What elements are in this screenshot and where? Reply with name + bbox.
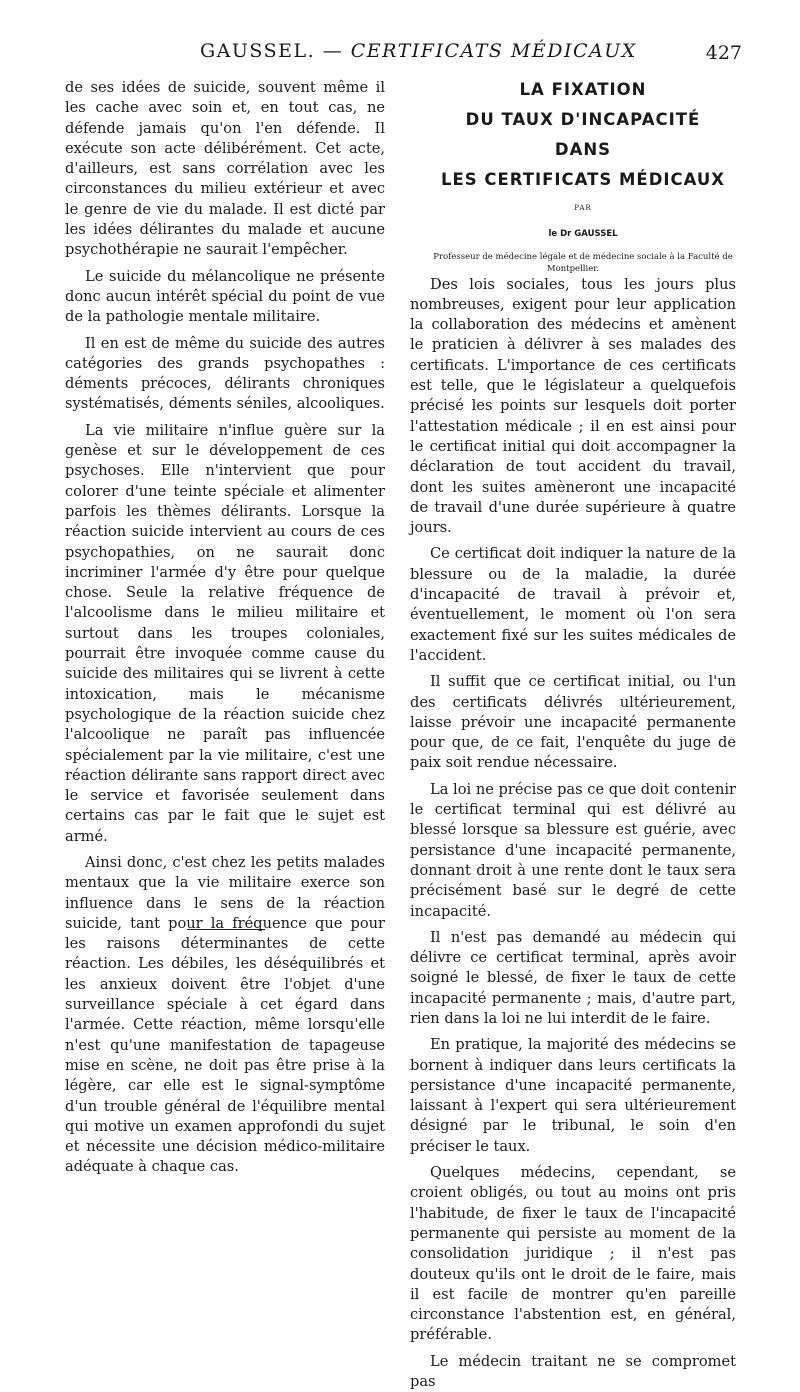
paragraph: Ce certificat doit indiquer la nature de la blessure ou de la maladie, la durée d'incapacité de travail à prévoir et, éventuellement, le moment où l'on sera exactement fixé sur les suites médicales de l'accident. xyxy=(410,545,736,664)
paragraph: Il suffit que ce certificat initial, ou l'un des certificats délivrés ultérieurement, laisse prévoir une incapacité permanente pour que, de ce fait, l'enquête du juge de paix soit rendue nécessaire. xyxy=(410,673,736,772)
paragraph: Quelques médecins, cependant, se croient obligés, ou tout au moins ont pris l'habitude, de fixer le taux de l'incapacité permanente qui persiste au moment de la consolidation juridique ; il n'est pas douteux qu'ils ont le droit de le faire, mais il est facile de montrer qu'en pareille circonstance l'abstention est, en général, préférable. xyxy=(410,1164,736,1344)
paragraph: La vie militaire n'influe guère sur la genèse et sur le développement de ces psychoses. Elle n'intervient que pour colorer d'une teinte spéciale et alimenter parfois les thèmes délirants. Lorsque la réaction suicide intervient au cours de ces psychopathies, on ne saurait donc incriminer l'armée d'y être pour quelque chose. Seule la relative fréquence de l'alcoolisme dans le milieu militaire et surtout dans les troupes coloniales, pourrait être invoquée comme cause du suicide des militaires qui se livrent à cette intoxication, mais le mécanisme psychologique de la réaction suicide chez l'alcoolique ne paraît pas influencée spécialement par la vie militaire, c'est une réaction délirante sans rapport direct avec le service et favorisée seulement dans certains cas par le fait que le sujet est armé. xyxy=(65,421,385,845)
paragraph: Le suicide du mélancolique ne présente donc aucun intérêt spécial du point de vue de la pathologie mentale militaire. xyxy=(65,267,385,326)
running-author: GAUSSEL. xyxy=(200,40,316,62)
byline-par: PAR xyxy=(574,204,592,212)
paragraph: En pratique, la majorité des médecins se bornent à indiquer dans leurs certificats la persistance d'une incapacité permanente, laissant à l'expert qui sera ultérieurement désigné par le tribunal, le soin d'en préciser le taux. xyxy=(410,1036,736,1155)
page-number: 427 xyxy=(705,42,742,64)
running-section: CERTIFICATS MÉDICAUX xyxy=(350,40,637,62)
paragraph: Ainsi donc, c'est chez les petits malades mentaux que la vie militaire exerce son influence dans le sens de la réaction suicide, tant pour la fréquence que pour les raisons déterminantes de cette réaction. Les débiles, les déséquilibrés et les anxieux doivent être l'objet d'une surveillance spéciale à cet égard dans l'armée. Cette réaction, même lorsqu'elle n'est qu'une manifestation de tapageuse mise en scène, ne doit pas être prise à la légère, car elle est le signal-symptôme d'un trouble général de l'équilibre mental qui motive un examen approfondi du sujet et nécessite une décision médico-militaire adéquate à chaque cas. xyxy=(65,853,385,1176)
paragraph: La loi ne précise pas ce que doit contenir le certificat terminal qui est délivré au blessé lorsque sa blessure est guérie, avec persistance d'une incapacité permanente, donnant droit à une rente dont le taux sera précisément basé sur le degré de cette incapacité. xyxy=(410,780,736,920)
paragraph: Il en est de même du suicide des autres catégories des grands psychopathes : déments précoces, délirants chroniques systématisés, déments séniles, alcooliques. xyxy=(65,334,385,413)
end-of-article-rule xyxy=(187,929,265,930)
paragraph: Le médecin traitant ne se compromet pas xyxy=(410,1352,736,1391)
paragraph: Des lois sociales, tous les jours plus nombreuses, exigent pour leur application la collaboration des médecins et amènent le praticien à délivrer à ses malades des certificats. L'importance de ces certificats est telle, que le législateur a quelquefois précisé les points sur lesquels doit porter l'attestation médicale ; il en est ainsi pour le certificat initial qui doit accompagner la déclaration de tout accident du travail, dont les suites amèneront une incapacité de travail d'une durée supérieure à quatre jours. xyxy=(410,275,736,537)
article-heading xyxy=(410,78,736,275)
running-separator: — xyxy=(322,40,344,62)
article-title-line: DU TAUX D'INCAPACITÉ xyxy=(465,110,701,129)
article-title-line: DANS xyxy=(554,140,612,159)
paragraph: Il n'est pas demandé au médecin qui délivre ce certificat terminal, après avoir soigné le blessé, de fixer le taux de cette incapacité permanente ; mais, d'autre part, rien dans la loi ne lui interdit de le faire. xyxy=(410,928,736,1027)
right-column xyxy=(410,78,736,1392)
author-affiliation: Professeur de médecine légale et de médecine sociale à la Faculté de Montpellier. xyxy=(433,251,733,274)
article-title-line: LES CERTIFICATS MÉDICAUX xyxy=(440,170,726,189)
paragraph: de ses idées de suicide, souvent même il les cache avec soin et, en tout cas, ne défende jamais qu'on l'en défende. Il exécute son acte délibérément. Cet acte, d'ailleurs, est sans corrélation avec les circonstances du milieu extérieur et avec le genre de vie du malade. Il est dicté par les idées délirantes du malade et aucune psychothérapie ne saurait l'empêcher. xyxy=(65,79,385,259)
running-title xyxy=(200,40,637,62)
article-title-line: LA FIXATION xyxy=(519,80,647,99)
running-head xyxy=(60,40,750,70)
article-author: le Dr GAUSSEL xyxy=(548,229,618,240)
left-column xyxy=(65,78,385,1178)
